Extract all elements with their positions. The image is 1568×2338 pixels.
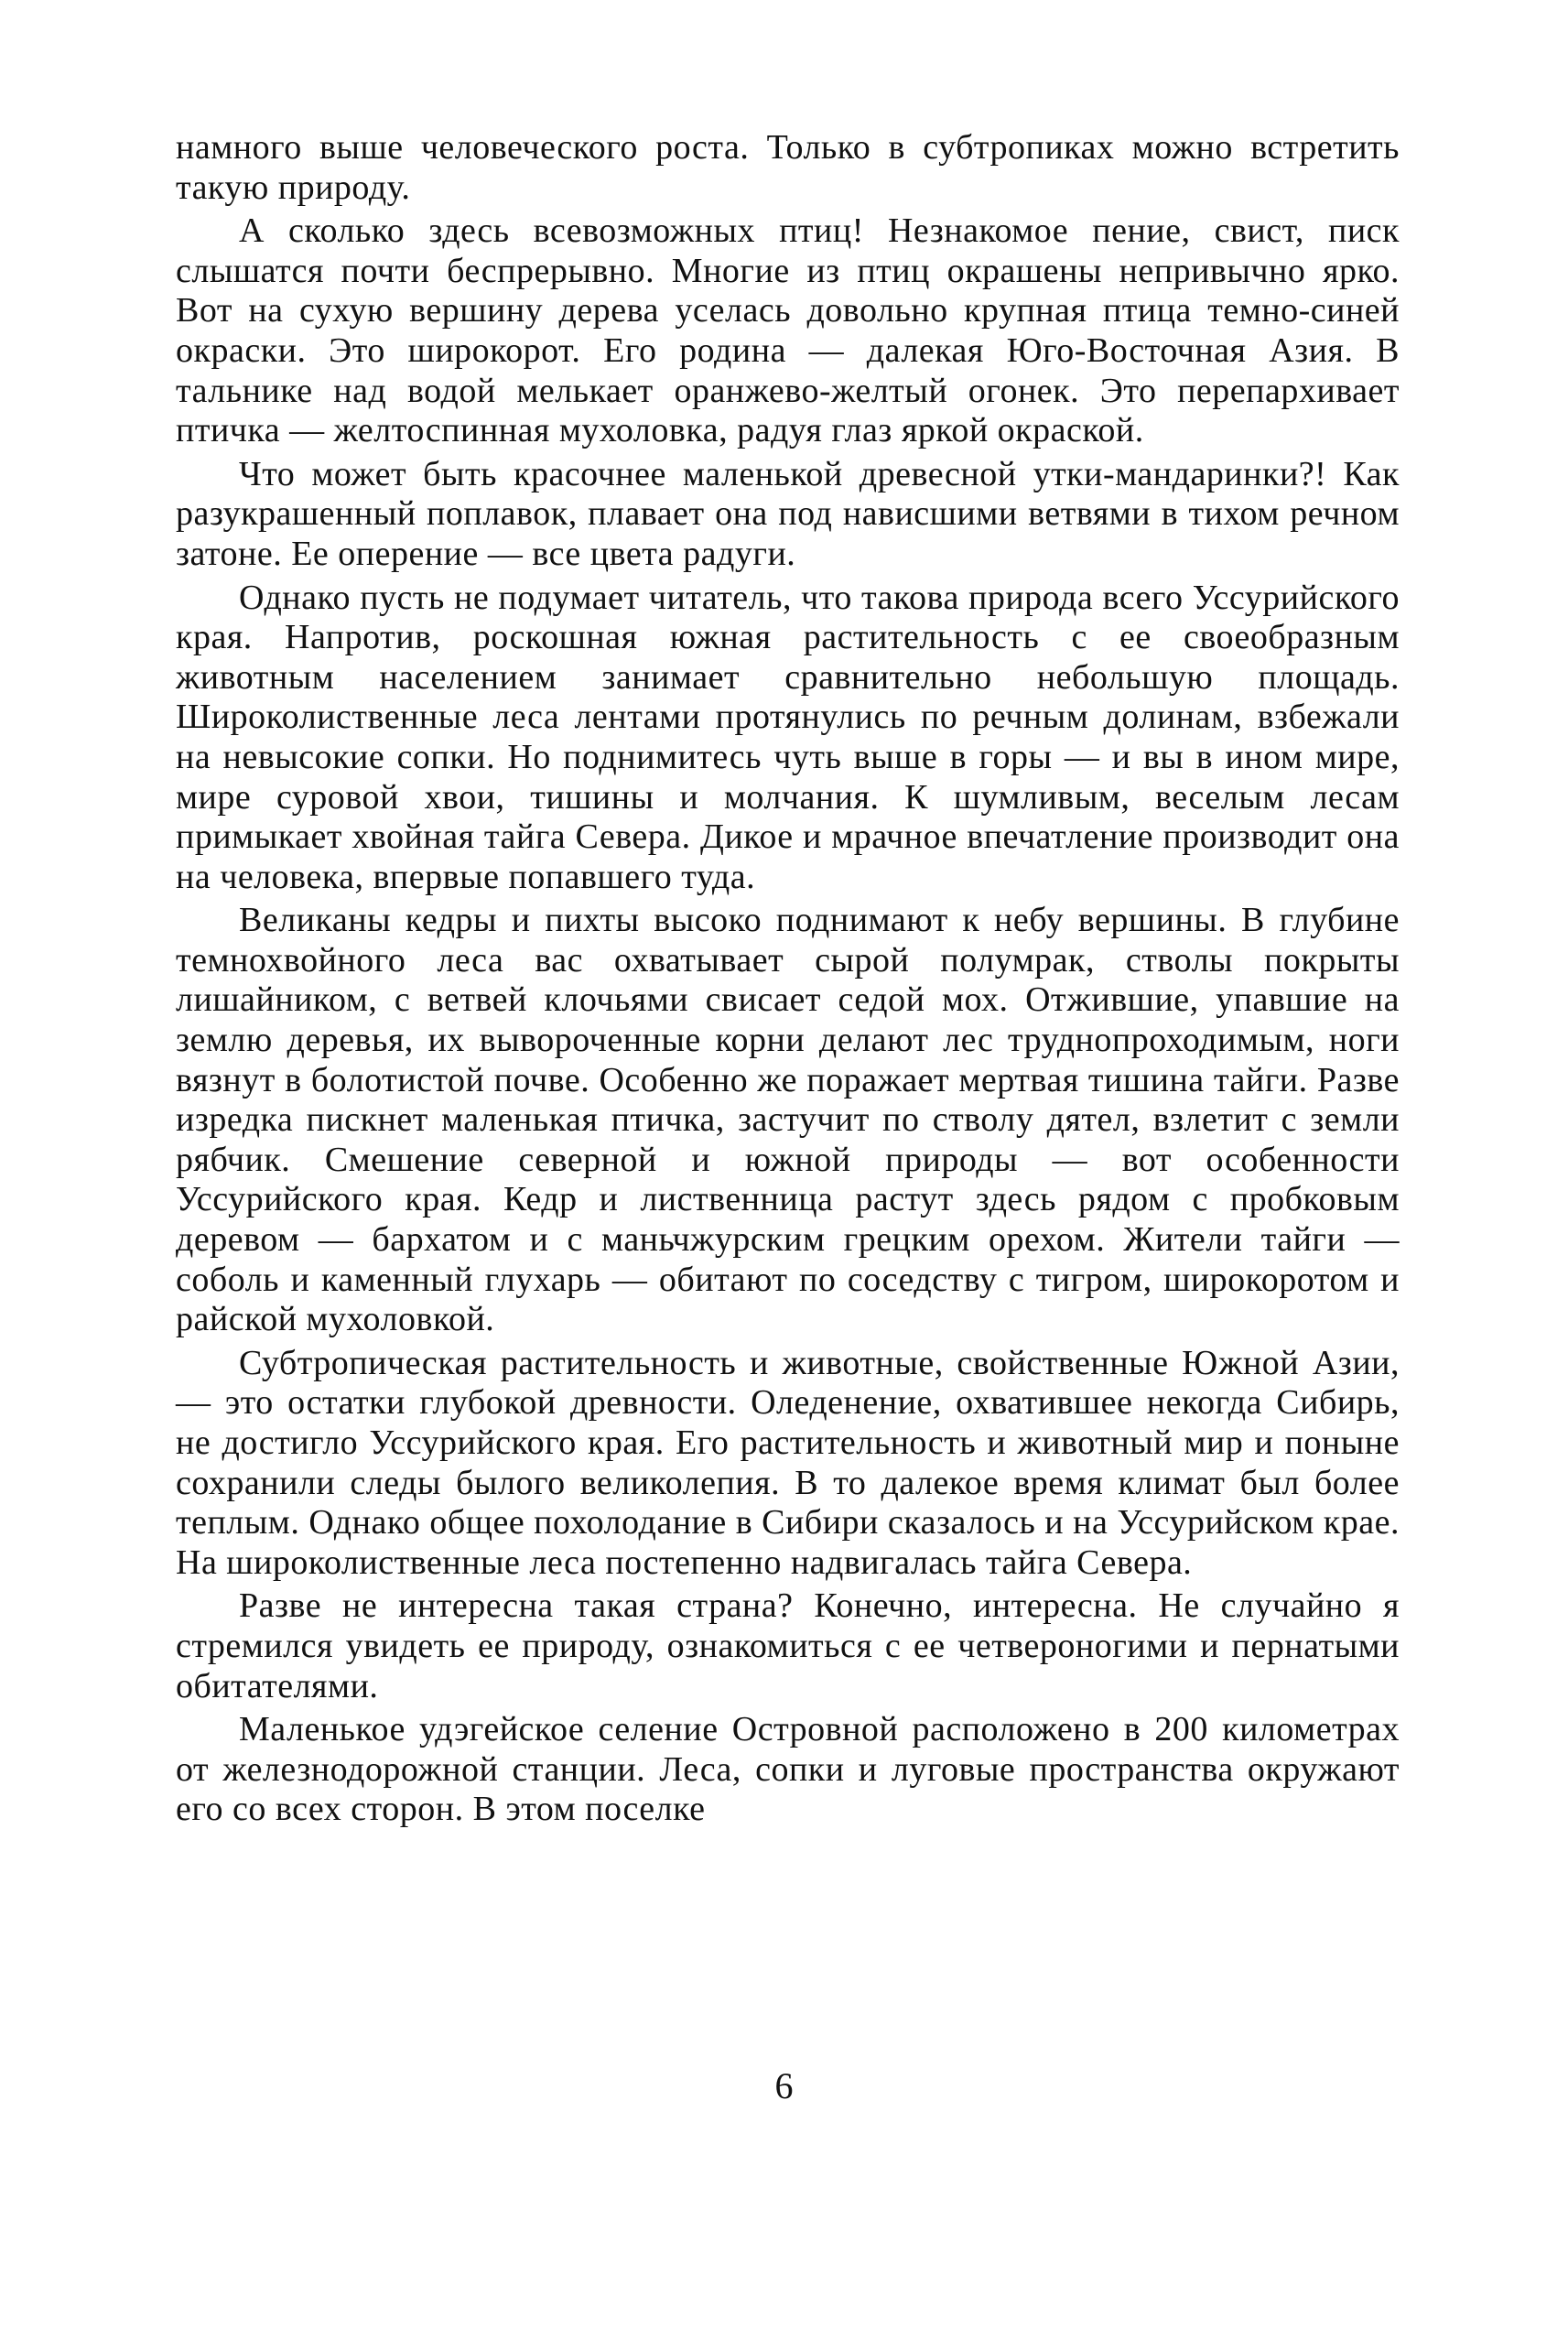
paragraph-2: А сколько здесь всевозможных птиц! Незнакомое пение, свист, писк слышатся почти беспрерывно. Многие из птиц окрашены непривычно ярко. Вот на сухую вершину дерева уселась довольно крупная птица темно-синей окраски. Это широкорот. Его родина — далекая Юго-Восточная Азия. В тальнике над водой мелькает оранжево-желтый огонек. Это перепархивает птичка — желтоспинная мухоловка, радуя глаз яркой окраской. <box>176 211 1400 450</box>
paragraph-7: Разве не интересна такая страна? Конечно, интересна. Не случайно я стремился увидеть ее природу, ознакомиться с ее четвероногими и пернатыми обитателями. <box>176 1586 1400 1705</box>
page-number: 6 <box>774 2065 794 2106</box>
paragraph-4: Однако пусть не подумает читатель, что такова природа всего Уссурийского края. Напротив, роскошная южная растительность с ее своеобразным животным населением занимает сравнительно небольшую площадь. Широколиственные леса лентами протянулись по речным долинам, взбежали на невысокие сопки. Но поднимитесь чуть выше в горы — и вы в ином мире, мире суровой хвои, тишины и молчания. К шумливым, веселым лесам примыкает хвойная тайга Севера. Дикое и мрачное впечатление производит она на человека, впервые попавшего туда. <box>176 578 1400 896</box>
paragraph-6: Субтропическая растительность и животные, свойственные Южной Азии,— это остатки глубокой древности. Оледенение, охватившее некогда Сибирь, не достигло Уссурийского края. Его растительность и животный мир и поныне сохранили следы былого великолепия. В то далекое время климат был более теплым. Однако общее похолодание в Сибири сказалось и на Уссурийском крае. На широколиственные леса постепенно надвигалась тайга Севера. <box>176 1343 1400 1582</box>
body-text <box>176 128 1400 1834</box>
paragraph-1: намного выше человеческого роста. Только в субтропиках можно встретить такую природу. <box>176 128 1400 207</box>
paragraph-5: Великаны кедры и пихты высоко поднимают к небу вершины. В глубине темнохвойного леса вас охватывает сырой полумрак, стволы покрыты лишайником, с ветвей клочьями свисает седой мох. Отжившие, упавшие на землю деревья, их вывороченные корни делают лес труднопроходимым, ноги вязнут в болотистой почве. Особенно же поражает мертвая тишина тайги. Разве изредка пискнет маленькая птичка, застучит по стволу дятел, взлетит с земли рябчик. Смешение северной и южной природы — вот особенности Уссурийского края. Кедр и лиственница растут здесь рядом с пробковым деревом — бархатом и с маньчжурским грецким орехом. Жители тайги — соболь и каменный глухарь — обитают по соседству с тигром, широкоротом и райской мухоловкой. <box>176 901 1400 1339</box>
paragraph-8: Маленькое удэгейское селение Островной расположено в 200 километрах от железнодорожной станции. Леса, сопки и луговые пространства окружают его со всех сторон. В этом поселке <box>176 1710 1400 1829</box>
paragraph-3: Что может быть красочнее маленькой древесной утки-мандаринки?! Как разукрашенный поплавок, плавает она под нависшими ветвями в тихом речном затоне. Ее оперение — все цвета радуги. <box>176 454 1400 573</box>
